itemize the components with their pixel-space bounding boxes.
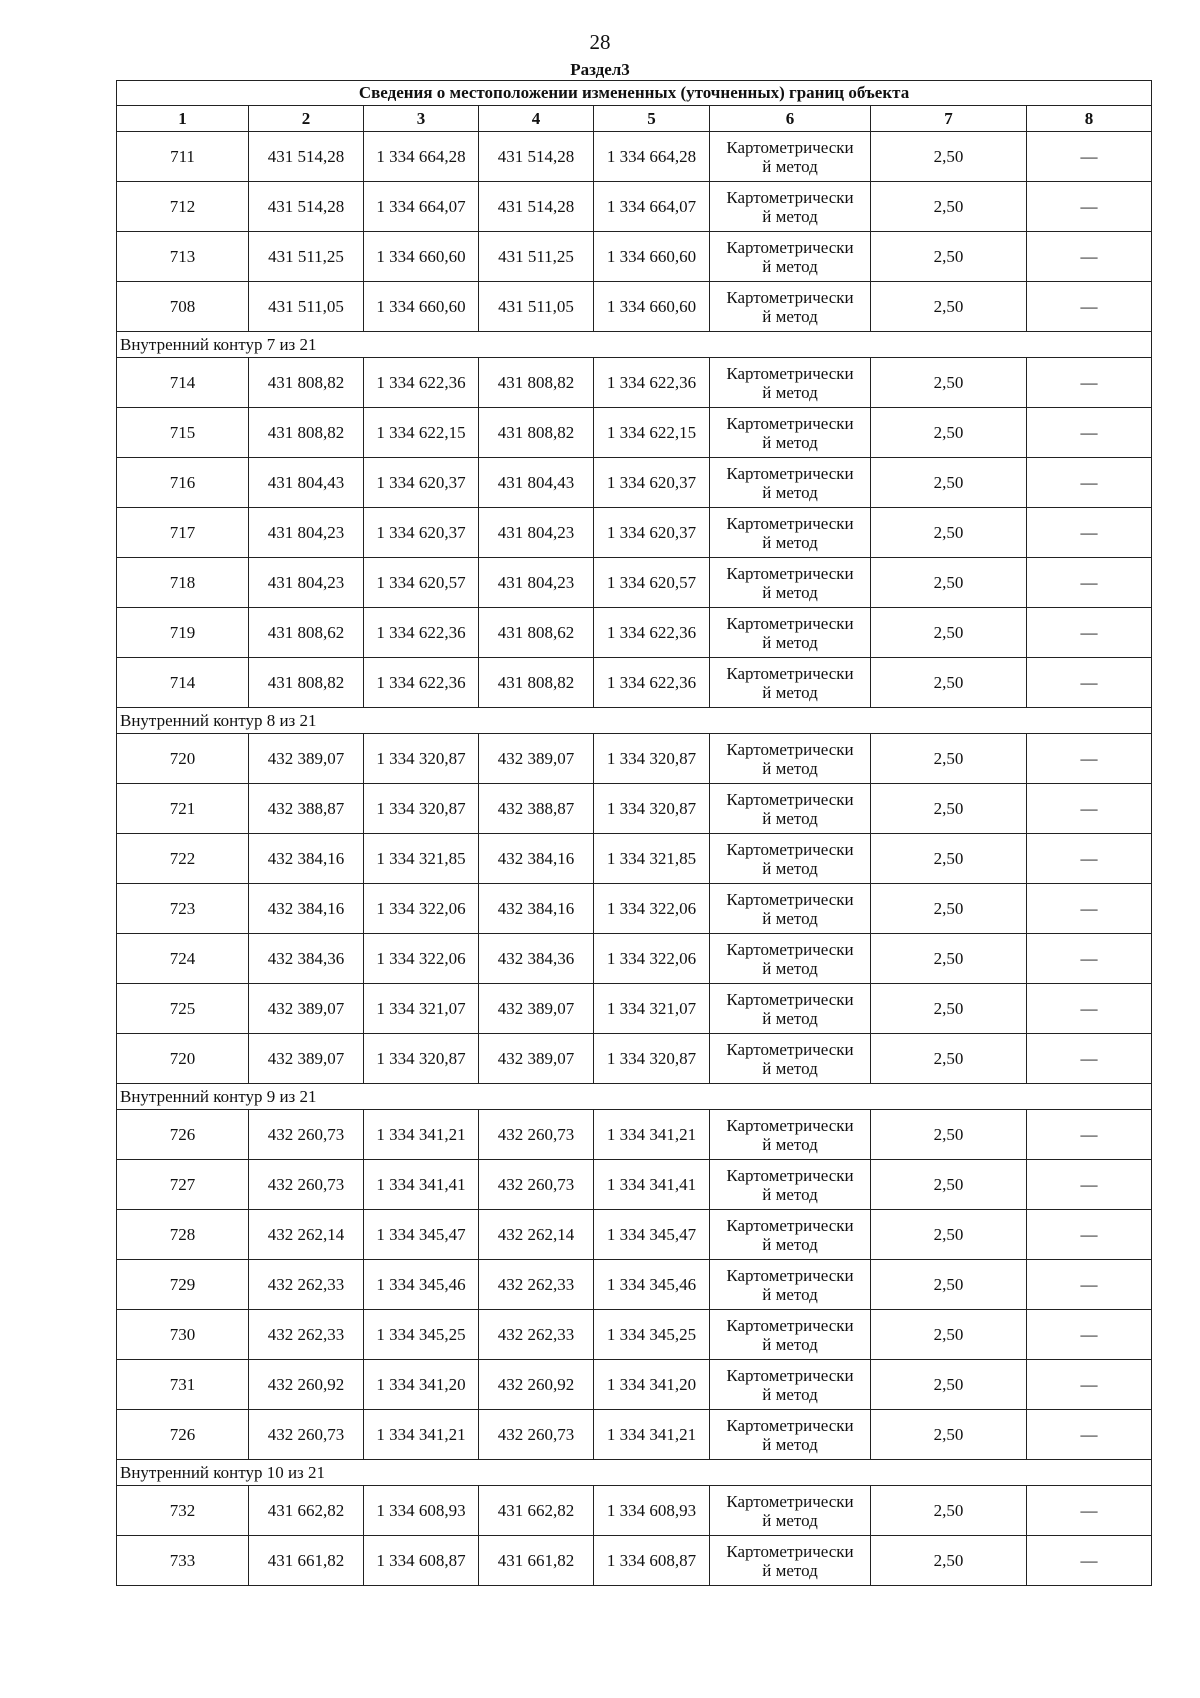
cell-accuracy: 2,50 xyxy=(871,884,1027,934)
cell-x-old: 432 389,07 xyxy=(249,1034,364,1084)
column-number-2: 2 xyxy=(249,106,364,132)
table-row xyxy=(117,1360,1152,1410)
cell-x-old: 431 511,05 xyxy=(249,282,364,332)
cell-point-number: 722 xyxy=(117,834,249,884)
cell-point-number: 718 xyxy=(117,558,249,608)
cell-x-old: 432 260,92 xyxy=(249,1360,364,1410)
cell-accuracy: 2,50 xyxy=(871,1360,1027,1410)
cell-point-number: 720 xyxy=(117,734,249,784)
cell-y-new: 1 334 622,36 xyxy=(594,658,710,708)
cell-x-old: 431 511,25 xyxy=(249,232,364,282)
cell-x-new: 432 262,14 xyxy=(479,1210,594,1260)
cell-description: — xyxy=(1027,358,1152,408)
cell-x-new: 431 514,28 xyxy=(479,132,594,182)
cell-y-new: 1 334 341,20 xyxy=(594,1360,710,1410)
cell-description: — xyxy=(1027,1360,1152,1410)
cell-x-new: 432 260,92 xyxy=(479,1360,594,1410)
cell-method: Картометрически й метод xyxy=(710,1110,871,1160)
contour-label: Внутренний контур 7 из 21 xyxy=(117,332,1152,358)
cell-x-new: 431 514,28 xyxy=(479,182,594,232)
cell-x-old: 431 808,82 xyxy=(249,358,364,408)
cell-y-new: 1 334 620,57 xyxy=(594,558,710,608)
cell-x-old: 432 262,33 xyxy=(249,1260,364,1310)
cell-y-new: 1 334 620,37 xyxy=(594,508,710,558)
cell-y-old: 1 334 322,06 xyxy=(364,884,479,934)
cell-method: Картометрически й метод xyxy=(710,1210,871,1260)
cell-point-number: 713 xyxy=(117,232,249,282)
cell-method: Картометрически й метод xyxy=(710,658,871,708)
cell-x-old: 432 262,33 xyxy=(249,1310,364,1360)
cell-description: — xyxy=(1027,1310,1152,1360)
table-row xyxy=(117,608,1152,658)
table-body xyxy=(117,132,1152,1586)
cell-y-new: 1 334 322,06 xyxy=(594,934,710,984)
cell-y-old: 1 334 664,07 xyxy=(364,182,479,232)
cell-x-old: 431 514,28 xyxy=(249,132,364,182)
cell-x-new: 431 662,82 xyxy=(479,1486,594,1536)
cell-y-old: 1 334 320,87 xyxy=(364,784,479,834)
table-row xyxy=(117,1410,1152,1460)
cell-method: Картометрически й метод xyxy=(710,1536,871,1586)
cell-x-old: 432 384,36 xyxy=(249,934,364,984)
cell-x-new: 432 260,73 xyxy=(479,1160,594,1210)
cell-x-old: 431 804,43 xyxy=(249,458,364,508)
table-row xyxy=(117,408,1152,458)
cell-x-old: 431 808,82 xyxy=(249,658,364,708)
cell-y-new: 1 334 608,93 xyxy=(594,1486,710,1536)
table-row xyxy=(117,232,1152,282)
cell-y-new: 1 334 341,21 xyxy=(594,1110,710,1160)
cell-accuracy: 2,50 xyxy=(871,834,1027,884)
cell-point-number: 708 xyxy=(117,282,249,332)
cell-x-new: 431 804,43 xyxy=(479,458,594,508)
cell-y-new: 1 334 321,07 xyxy=(594,984,710,1034)
contour-header-row xyxy=(117,332,1152,358)
cell-y-old: 1 334 345,46 xyxy=(364,1260,479,1310)
cell-method: Картометрически й метод xyxy=(710,1410,871,1460)
cell-description: — xyxy=(1027,884,1152,934)
cell-y-old: 1 334 320,87 xyxy=(364,1034,479,1084)
cell-point-number: 728 xyxy=(117,1210,249,1260)
cell-accuracy: 2,50 xyxy=(871,458,1027,508)
cell-point-number: 717 xyxy=(117,508,249,558)
cell-description: — xyxy=(1027,1410,1152,1460)
table-row xyxy=(117,558,1152,608)
cell-accuracy: 2,50 xyxy=(871,984,1027,1034)
cell-description: — xyxy=(1027,408,1152,458)
cell-x-old: 432 260,73 xyxy=(249,1160,364,1210)
cell-x-old: 431 808,62 xyxy=(249,608,364,658)
cell-x-old: 432 389,07 xyxy=(249,734,364,784)
cell-x-new: 432 389,07 xyxy=(479,984,594,1034)
cell-y-old: 1 334 341,41 xyxy=(364,1160,479,1210)
cell-method: Картометрически й метод xyxy=(710,458,871,508)
cell-point-number: 726 xyxy=(117,1110,249,1160)
cell-y-old: 1 334 622,36 xyxy=(364,608,479,658)
contour-label: Внутренний контур 9 из 21 xyxy=(117,1084,1152,1110)
cell-y-new: 1 334 320,87 xyxy=(594,784,710,834)
column-number-row xyxy=(117,106,1152,132)
page-number: 28 xyxy=(589,30,611,54)
cell-point-number: 714 xyxy=(117,358,249,408)
cell-accuracy: 2,50 xyxy=(871,232,1027,282)
cell-y-old: 1 334 345,25 xyxy=(364,1310,479,1360)
cell-accuracy: 2,50 xyxy=(871,1260,1027,1310)
cell-x-old: 431 662,82 xyxy=(249,1486,364,1536)
cell-y-new: 1 334 660,60 xyxy=(594,232,710,282)
cell-method: Картометрически й метод xyxy=(710,784,871,834)
cell-description: — xyxy=(1027,734,1152,784)
cell-y-new: 1 334 341,41 xyxy=(594,1160,710,1210)
cell-x-new: 431 808,82 xyxy=(479,658,594,708)
cell-x-new: 431 511,25 xyxy=(479,232,594,282)
cell-y-new: 1 334 664,07 xyxy=(594,182,710,232)
cell-x-old: 431 804,23 xyxy=(249,558,364,608)
cell-method: Картометрически й метод xyxy=(710,934,871,984)
cell-description: — xyxy=(1027,658,1152,708)
cell-x-old: 432 262,14 xyxy=(249,1210,364,1260)
table-row xyxy=(117,934,1152,984)
cell-y-old: 1 334 341,21 xyxy=(364,1410,479,1460)
cell-point-number: 729 xyxy=(117,1260,249,1310)
contour-label: Внутренний контур 10 из 21 xyxy=(117,1460,1152,1486)
cell-description: — xyxy=(1027,132,1152,182)
cell-point-number: 711 xyxy=(117,132,249,182)
cell-x-new: 432 389,07 xyxy=(479,734,594,784)
cell-y-old: 1 334 620,57 xyxy=(364,558,479,608)
cell-y-old: 1 334 341,20 xyxy=(364,1360,479,1410)
cell-accuracy: 2,50 xyxy=(871,182,1027,232)
cell-method: Картометрически й метод xyxy=(710,1034,871,1084)
cell-method: Картометрически й метод xyxy=(710,408,871,458)
cell-point-number: 724 xyxy=(117,934,249,984)
cell-accuracy: 2,50 xyxy=(871,1110,1027,1160)
cell-description: — xyxy=(1027,558,1152,608)
table-row xyxy=(117,984,1152,1034)
cell-x-old: 431 804,23 xyxy=(249,508,364,558)
cell-x-new: 432 388,87 xyxy=(479,784,594,834)
cell-y-old: 1 334 664,28 xyxy=(364,132,479,182)
cell-y-old: 1 334 320,87 xyxy=(364,734,479,784)
cell-y-old: 1 334 345,47 xyxy=(364,1210,479,1260)
cell-x-old: 431 514,28 xyxy=(249,182,364,232)
table-row xyxy=(117,508,1152,558)
contour-header-row xyxy=(117,1460,1152,1486)
cell-description: — xyxy=(1027,934,1152,984)
cell-accuracy: 2,50 xyxy=(871,1486,1027,1536)
cell-description: — xyxy=(1027,1260,1152,1310)
table-row xyxy=(117,658,1152,708)
cell-point-number: 719 xyxy=(117,608,249,658)
cell-point-number: 720 xyxy=(117,1034,249,1084)
cell-y-old: 1 334 622,15 xyxy=(364,408,479,458)
table-row xyxy=(117,132,1152,182)
cell-y-old: 1 334 620,37 xyxy=(364,458,479,508)
cell-point-number: 725 xyxy=(117,984,249,1034)
cell-y-new: 1 334 321,85 xyxy=(594,834,710,884)
contour-header-row xyxy=(117,708,1152,734)
cell-accuracy: 2,50 xyxy=(871,784,1027,834)
cell-method: Картометрически й метод xyxy=(710,1310,871,1360)
cell-method: Картометрически й метод xyxy=(710,508,871,558)
table-row xyxy=(117,884,1152,934)
cell-accuracy: 2,50 xyxy=(871,1536,1027,1586)
cell-x-old: 432 388,87 xyxy=(249,784,364,834)
cell-method: Картометрически й метод xyxy=(710,558,871,608)
cell-accuracy: 2,50 xyxy=(871,1210,1027,1260)
cell-y-old: 1 334 608,93 xyxy=(364,1486,479,1536)
contour-header-row xyxy=(117,1084,1152,1110)
cell-x-new: 432 384,16 xyxy=(479,884,594,934)
cell-method: Картометрически й метод xyxy=(710,884,871,934)
cell-accuracy: 2,50 xyxy=(871,734,1027,784)
cell-x-new: 431 804,23 xyxy=(479,508,594,558)
cell-y-old: 1 334 322,06 xyxy=(364,934,479,984)
cell-y-new: 1 334 608,87 xyxy=(594,1536,710,1586)
cell-x-old: 432 260,73 xyxy=(249,1410,364,1460)
cell-y-old: 1 334 321,07 xyxy=(364,984,479,1034)
cell-y-old: 1 334 620,37 xyxy=(364,508,479,558)
cell-method: Картометрически й метод xyxy=(710,232,871,282)
cell-point-number: 731 xyxy=(117,1360,249,1410)
cell-point-number: 714 xyxy=(117,658,249,708)
cell-x-new: 431 808,82 xyxy=(479,408,594,458)
cell-accuracy: 2,50 xyxy=(871,558,1027,608)
table-row xyxy=(117,458,1152,508)
cell-y-new: 1 334 622,36 xyxy=(594,608,710,658)
column-number-8: 8 xyxy=(1027,106,1152,132)
table-row xyxy=(117,784,1152,834)
table-row xyxy=(117,1536,1152,1586)
table-row xyxy=(117,1260,1152,1310)
cell-y-old: 1 334 608,87 xyxy=(364,1536,479,1586)
cell-y-old: 1 334 341,21 xyxy=(364,1110,479,1160)
cell-method: Картометрически й метод xyxy=(710,358,871,408)
cell-x-old: 431 808,82 xyxy=(249,408,364,458)
cell-description: — xyxy=(1027,1034,1152,1084)
cell-x-new: 432 384,36 xyxy=(479,934,594,984)
cell-point-number: 715 xyxy=(117,408,249,458)
cell-description: — xyxy=(1027,984,1152,1034)
cell-point-number: 716 xyxy=(117,458,249,508)
cell-description: — xyxy=(1027,1210,1152,1260)
cell-x-new: 432 384,16 xyxy=(479,834,594,884)
column-number-6: 6 xyxy=(710,106,871,132)
cell-method: Картометрически й метод xyxy=(710,1486,871,1536)
cell-y-new: 1 334 345,47 xyxy=(594,1210,710,1260)
table-row xyxy=(117,1486,1152,1536)
cell-description: — xyxy=(1027,1110,1152,1160)
cell-x-old: 432 384,16 xyxy=(249,834,364,884)
column-number-3: 3 xyxy=(364,106,479,132)
cell-x-new: 432 262,33 xyxy=(479,1260,594,1310)
cell-x-new: 431 808,82 xyxy=(479,358,594,408)
cell-method: Картометрически й метод xyxy=(710,282,871,332)
cell-point-number: 732 xyxy=(117,1486,249,1536)
table-row xyxy=(117,182,1152,232)
cell-point-number: 730 xyxy=(117,1310,249,1360)
table-row xyxy=(117,358,1152,408)
cell-x-old: 431 661,82 xyxy=(249,1536,364,1586)
cell-accuracy: 2,50 xyxy=(871,1310,1027,1360)
cell-x-old: 432 260,73 xyxy=(249,1110,364,1160)
cell-accuracy: 2,50 xyxy=(871,608,1027,658)
column-number-7: 7 xyxy=(871,106,1027,132)
cell-method: Картометрически й метод xyxy=(710,608,871,658)
boundary-coordinates-table xyxy=(116,80,1152,1586)
cell-description: — xyxy=(1027,1160,1152,1210)
cell-y-old: 1 334 622,36 xyxy=(364,358,479,408)
table-row xyxy=(117,834,1152,884)
cell-method: Картометрически й метод xyxy=(710,734,871,784)
cell-x-new: 432 260,73 xyxy=(479,1410,594,1460)
table-row xyxy=(117,1310,1152,1360)
cell-point-number: 712 xyxy=(117,182,249,232)
cell-point-number: 721 xyxy=(117,784,249,834)
cell-point-number: 723 xyxy=(117,884,249,934)
cell-x-new: 431 511,05 xyxy=(479,282,594,332)
cell-description: — xyxy=(1027,282,1152,332)
cell-accuracy: 2,50 xyxy=(871,658,1027,708)
cell-y-new: 1 334 620,37 xyxy=(594,458,710,508)
cell-x-new: 431 661,82 xyxy=(479,1536,594,1586)
cell-description: — xyxy=(1027,834,1152,884)
column-number-5: 5 xyxy=(594,106,710,132)
cell-method: Картометрически й метод xyxy=(710,132,871,182)
table-row xyxy=(117,1034,1152,1084)
cell-point-number: 727 xyxy=(117,1160,249,1210)
cell-accuracy: 2,50 xyxy=(871,934,1027,984)
cell-accuracy: 2,50 xyxy=(871,408,1027,458)
table-row xyxy=(117,282,1152,332)
cell-point-number: 733 xyxy=(117,1536,249,1586)
cell-x-new: 432 260,73 xyxy=(479,1110,594,1160)
cell-description: — xyxy=(1027,458,1152,508)
cell-y-new: 1 334 660,60 xyxy=(594,282,710,332)
column-number-1: 1 xyxy=(117,106,249,132)
cell-y-old: 1 334 321,85 xyxy=(364,834,479,884)
table-row xyxy=(117,1210,1152,1260)
cell-description: — xyxy=(1027,1536,1152,1586)
cell-method: Картометрически й метод xyxy=(710,1260,871,1310)
cell-y-old: 1 334 660,60 xyxy=(364,232,479,282)
table-row xyxy=(117,1110,1152,1160)
cell-y-old: 1 334 622,36 xyxy=(364,658,479,708)
cell-y-new: 1 334 622,15 xyxy=(594,408,710,458)
cell-x-old: 432 389,07 xyxy=(249,984,364,1034)
cell-y-new: 1 334 320,87 xyxy=(594,1034,710,1084)
column-number-4: 4 xyxy=(479,106,594,132)
cell-method: Картометрически й метод xyxy=(710,182,871,232)
cell-accuracy: 2,50 xyxy=(871,508,1027,558)
cell-description: — xyxy=(1027,784,1152,834)
cell-y-new: 1 334 345,46 xyxy=(594,1260,710,1310)
cell-point-number: 726 xyxy=(117,1410,249,1460)
cell-x-new: 432 262,33 xyxy=(479,1310,594,1360)
cell-x-new: 432 389,07 xyxy=(479,1034,594,1084)
cell-method: Картометрически й метод xyxy=(710,1160,871,1210)
cell-accuracy: 2,50 xyxy=(871,132,1027,182)
cell-description: — xyxy=(1027,1486,1152,1536)
cell-description: — xyxy=(1027,182,1152,232)
cell-accuracy: 2,50 xyxy=(871,1410,1027,1460)
cell-y-new: 1 334 322,06 xyxy=(594,884,710,934)
cell-accuracy: 2,50 xyxy=(871,1160,1027,1210)
cell-y-new: 1 334 622,36 xyxy=(594,358,710,408)
cell-method: Картометрически й метод xyxy=(710,834,871,884)
table-caption: Сведения о местоположении измененных (уточненных) границ объекта xyxy=(117,81,1152,106)
cell-accuracy: 2,50 xyxy=(871,358,1027,408)
table-row xyxy=(117,734,1152,784)
cell-x-new: 431 808,62 xyxy=(479,608,594,658)
cell-method: Картометрически й метод xyxy=(710,1360,871,1410)
section-title: Раздел3 xyxy=(570,60,630,79)
cell-description: — xyxy=(1027,508,1152,558)
cell-description: — xyxy=(1027,232,1152,282)
table-row xyxy=(117,1160,1152,1210)
cell-y-new: 1 334 345,25 xyxy=(594,1310,710,1360)
cell-x-new: 431 804,23 xyxy=(479,558,594,608)
cell-accuracy: 2,50 xyxy=(871,282,1027,332)
contour-label: Внутренний контур 8 из 21 xyxy=(117,708,1152,734)
cell-accuracy: 2,50 xyxy=(871,1034,1027,1084)
cell-y-new: 1 334 341,21 xyxy=(594,1410,710,1460)
cell-y-new: 1 334 664,28 xyxy=(594,132,710,182)
cell-y-new: 1 334 320,87 xyxy=(594,734,710,784)
cell-method: Картометрически й метод xyxy=(710,984,871,1034)
cell-x-old: 432 384,16 xyxy=(249,884,364,934)
cell-description: — xyxy=(1027,608,1152,658)
cell-y-old: 1 334 660,60 xyxy=(364,282,479,332)
